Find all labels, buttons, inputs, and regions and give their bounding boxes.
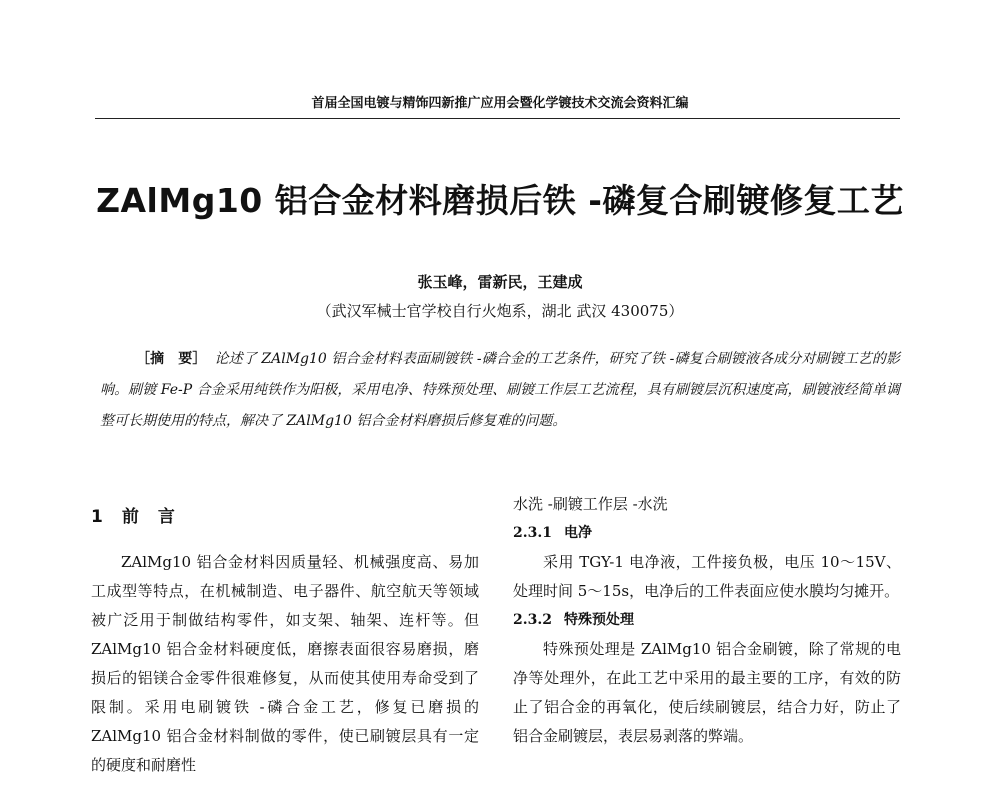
subsection-number: 2.3.2 xyxy=(513,612,552,628)
intro-paragraph-tail: 使已刷镀层具有一定的硬度和耐磨性 xyxy=(91,727,479,774)
abstract-text: 论述了 ZAlMg10 铝合金材料表面刷镀铁 -磷合金的工艺条件，研究了铁 -磷复合刷镀液各成分对刷镀工艺的影响。刷镀 Fe-P 合金采用纯铁作为阳极，采用电净、特殊预处理、刷镀工作层工艺流程，具有刷镀层沉积速度高，刷镀液经简单调整可长期使用的特点，解决了 ZAlMg10 铝合金材料磨损后修复难的问题。 xyxy=(100,351,901,429)
left-column xyxy=(91,503,479,788)
intro-paragraph xyxy=(91,548,479,780)
subsection-title: 电净 xyxy=(563,525,592,541)
paragraph-special-pretreatment: 特殊预处理是 ZAlMg10 铝合金刷镀，除了常规的电净等处理外，在此工艺中采用的最主要的工序，有效的防止了铝合金的再氧化，使后续刷镀层，结合力好，防止了铝合金刷镀层，表层易剥落的弊端。 xyxy=(513,640,901,745)
process-flow-line: 水洗 -刷镀工作层 -水洗 xyxy=(513,495,668,513)
intro-clip xyxy=(91,548,479,788)
abstract-label: ［摘 要］ xyxy=(136,351,207,367)
subsection-heading-2-3-1 xyxy=(513,519,901,548)
abstract xyxy=(100,344,900,437)
section-heading-introduction: 1 前 言 xyxy=(91,507,176,527)
right-column xyxy=(513,490,901,751)
header-rule xyxy=(95,118,900,119)
subsection-number: 2.3.1 xyxy=(513,525,552,541)
paper-title: ZAlMg10 铝合金材料磨损后铁 -磷复合刷镀修复工艺 xyxy=(96,181,904,220)
running-head: 首届全国电镀与精饰四新推广应用会暨化学镀技术交流会资料汇编 xyxy=(311,96,689,111)
subsection-title: 特殊预处理 xyxy=(563,612,634,628)
author-list: 张玉峰，雷新民，王建成 xyxy=(417,273,583,291)
paragraph-electrocleaning: 采用 TGY-1 电净液，工件接负极，电压 10～15V、处理时间 5～15s，电净后的工件表面应使水膜均匀摊开。 xyxy=(513,553,901,600)
intro-paragraph-text: ZAlMg10 铝合金材料因质量轻、机械强度高、易加工成型等特点，在机械制造、电子器件、航空航天等领域被广泛用于制做结构零件，如支架、轴架、连杆等。但 ZAlMg10 铝合金材料硬度低，磨擦表面很容易磨损，磨损后的铝镁合金零件很难修复，从而使其使用寿命受到了限制。采用电刷镀铁 -磷合金工艺，修复已磨损的 ZAlMg10 铝合金材料制做的零件， xyxy=(91,553,479,745)
affiliation: （武汉军械士官学校自行火炮系，湖北 武汉 430075） xyxy=(316,302,684,320)
subsection-heading-2-3-2 xyxy=(513,606,901,635)
